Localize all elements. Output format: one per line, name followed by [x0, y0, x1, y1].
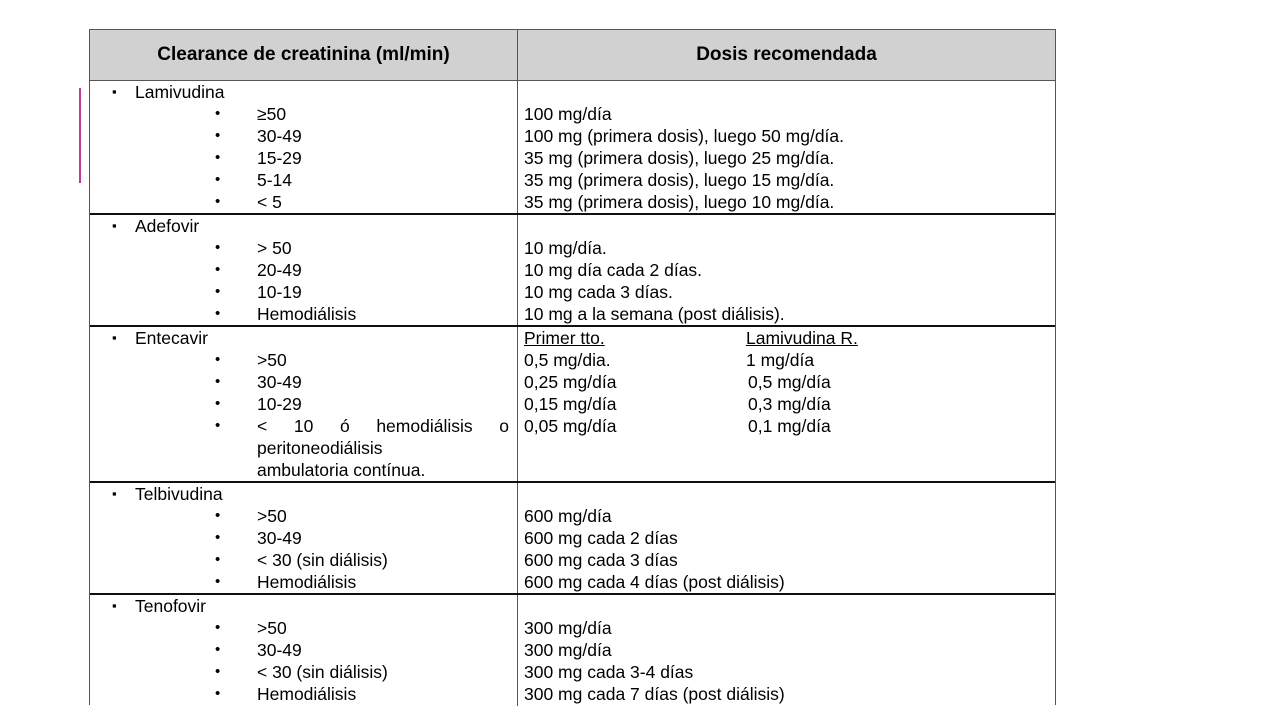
primer-dose: 0,05 mg/día	[524, 416, 617, 436]
clearance-value: 10-29	[257, 394, 302, 414]
primer-dose: 0,25 mg/día	[524, 372, 617, 392]
clearance-word: <	[257, 416, 268, 436]
dose-value: 10 mg a la semana (post diálisis).	[524, 304, 785, 324]
drug-bullet: ▪	[112, 598, 117, 613]
clearance-value: >50	[257, 618, 287, 638]
drug-bullet: ▪	[112, 486, 117, 501]
lamivudina-r-dose: 0,3 mg/día	[748, 394, 831, 414]
item-bullet: •	[215, 641, 221, 658]
clearance-value: < 30 (sin diálisis)	[257, 550, 388, 570]
dose-value: 300 mg cada 7 días (post diálisis)	[524, 684, 785, 704]
column-divider	[517, 30, 518, 706]
dose-value: 300 mg/día	[524, 640, 612, 660]
drug-name: Adefovir	[135, 216, 200, 236]
dose-value: 10 mg día cada 2 días.	[524, 260, 703, 280]
drug-bullet: ▪	[112, 218, 117, 233]
dose-value: 100 mg (primera dosis), luego 50 mg/día.	[524, 126, 845, 146]
clearance-value-line-2: peritoneodiálisis	[257, 438, 383, 458]
clearance-value	[257, 415, 509, 437]
clearance-value: > 50	[257, 238, 292, 258]
item-bullet: •	[215, 261, 221, 278]
primer-dose: 0,15 mg/día	[524, 394, 617, 414]
item-bullet: •	[215, 127, 221, 144]
item-bullet: •	[215, 105, 221, 122]
clearance-value: 5-14	[257, 170, 293, 190]
slide-edge-marker	[79, 88, 81, 183]
clearance-value: 30-49	[257, 640, 302, 660]
section-divider	[90, 593, 1055, 595]
dose-value: 10 mg/día.	[524, 238, 607, 258]
clearance-word: 10	[293, 416, 314, 436]
clearance-value: 30-49	[257, 126, 302, 146]
clearance-word: o	[499, 416, 509, 436]
dosage-table	[89, 29, 1056, 705]
item-bullet: •	[215, 351, 221, 368]
clearance-value: Hemodiálisis	[257, 572, 357, 592]
clearance-value: 10-19	[257, 282, 302, 302]
drug-name: Lamivudina	[135, 82, 225, 102]
dose-value: 35 mg (primera dosis), luego 25 mg/día.	[524, 148, 835, 168]
dose-value: 600 mg cada 4 días (post diálisis)	[524, 572, 785, 592]
clearance-value-line-3: ambulatoria contínua.	[257, 460, 426, 480]
item-bullet: •	[215, 417, 221, 434]
item-bullet: •	[215, 573, 221, 590]
drug-bullet: ▪	[112, 330, 117, 345]
clearance-value: Hemodiálisis	[257, 684, 357, 704]
item-bullet: •	[215, 685, 221, 702]
dose-value: 300 mg/día	[524, 618, 612, 638]
section-divider	[90, 481, 1055, 483]
clearance-value: >50	[257, 506, 287, 526]
section-divider	[90, 213, 1055, 215]
clearance-value: ≥50	[257, 104, 287, 124]
item-bullet: •	[215, 171, 221, 188]
lamivudina-r-dose: 0,5 mg/día	[748, 372, 831, 392]
lamivudina-r-dose: 0,1 mg/día	[748, 416, 831, 436]
subheader-lamivudina-r: Lamivudina R.	[746, 328, 858, 348]
clearance-word: ó	[339, 416, 350, 436]
item-bullet: •	[215, 551, 221, 568]
subheader-primer-tto: Primer tto.	[524, 328, 605, 348]
dose-value: 100 mg/día	[524, 104, 612, 124]
drug-name: Telbivudina	[135, 484, 223, 504]
dose-value: 35 mg (primera dosis), luego 15 mg/día.	[524, 170, 835, 190]
clearance-word: hemodiálisis	[376, 416, 473, 436]
header-clearance: Clearance de creatinina (ml/min)	[157, 44, 450, 65]
table-header-row	[90, 30, 1055, 81]
item-bullet: •	[215, 529, 221, 546]
lamivudina-r-dose: 1 mg/día	[746, 350, 815, 370]
primer-dose: 0,5 mg/dia.	[524, 350, 611, 370]
dose-value: 600 mg/día	[524, 506, 612, 526]
clearance-value: >50	[257, 350, 287, 370]
item-bullet: •	[215, 619, 221, 636]
clearance-value: Hemodiálisis	[257, 304, 357, 324]
dose-value: 300 mg cada 3-4 días	[524, 662, 694, 682]
item-bullet: •	[215, 193, 221, 210]
clearance-value: 15-29	[257, 148, 302, 168]
item-bullet: •	[215, 663, 221, 680]
item-bullet: •	[215, 373, 221, 390]
item-bullet: •	[215, 507, 221, 524]
clearance-value: 30-49	[257, 528, 302, 548]
item-bullet: •	[215, 239, 221, 256]
item-bullet: •	[215, 283, 221, 300]
dose-value: 10 mg cada 3 días.	[524, 282, 673, 302]
drug-name: Tenofovir	[135, 596, 207, 616]
header-dose: Dosis recomendada	[696, 44, 877, 65]
item-bullet: •	[215, 149, 221, 166]
dose-value: 35 mg (primera dosis), luego 10 mg/día.	[524, 192, 835, 212]
dose-value: 600 mg cada 3 días	[524, 550, 678, 570]
clearance-value: 30-49	[257, 372, 302, 392]
drug-bullet: ▪	[112, 84, 117, 99]
item-bullet: •	[215, 305, 221, 322]
clearance-value: < 30 (sin diálisis)	[257, 662, 388, 682]
dose-value: 600 mg cada 2 días	[524, 528, 678, 548]
clearance-value: 20-49	[257, 260, 302, 280]
clearance-value: < 5	[257, 192, 282, 212]
item-bullet: •	[215, 395, 221, 412]
drug-name: Entecavir	[135, 328, 208, 348]
